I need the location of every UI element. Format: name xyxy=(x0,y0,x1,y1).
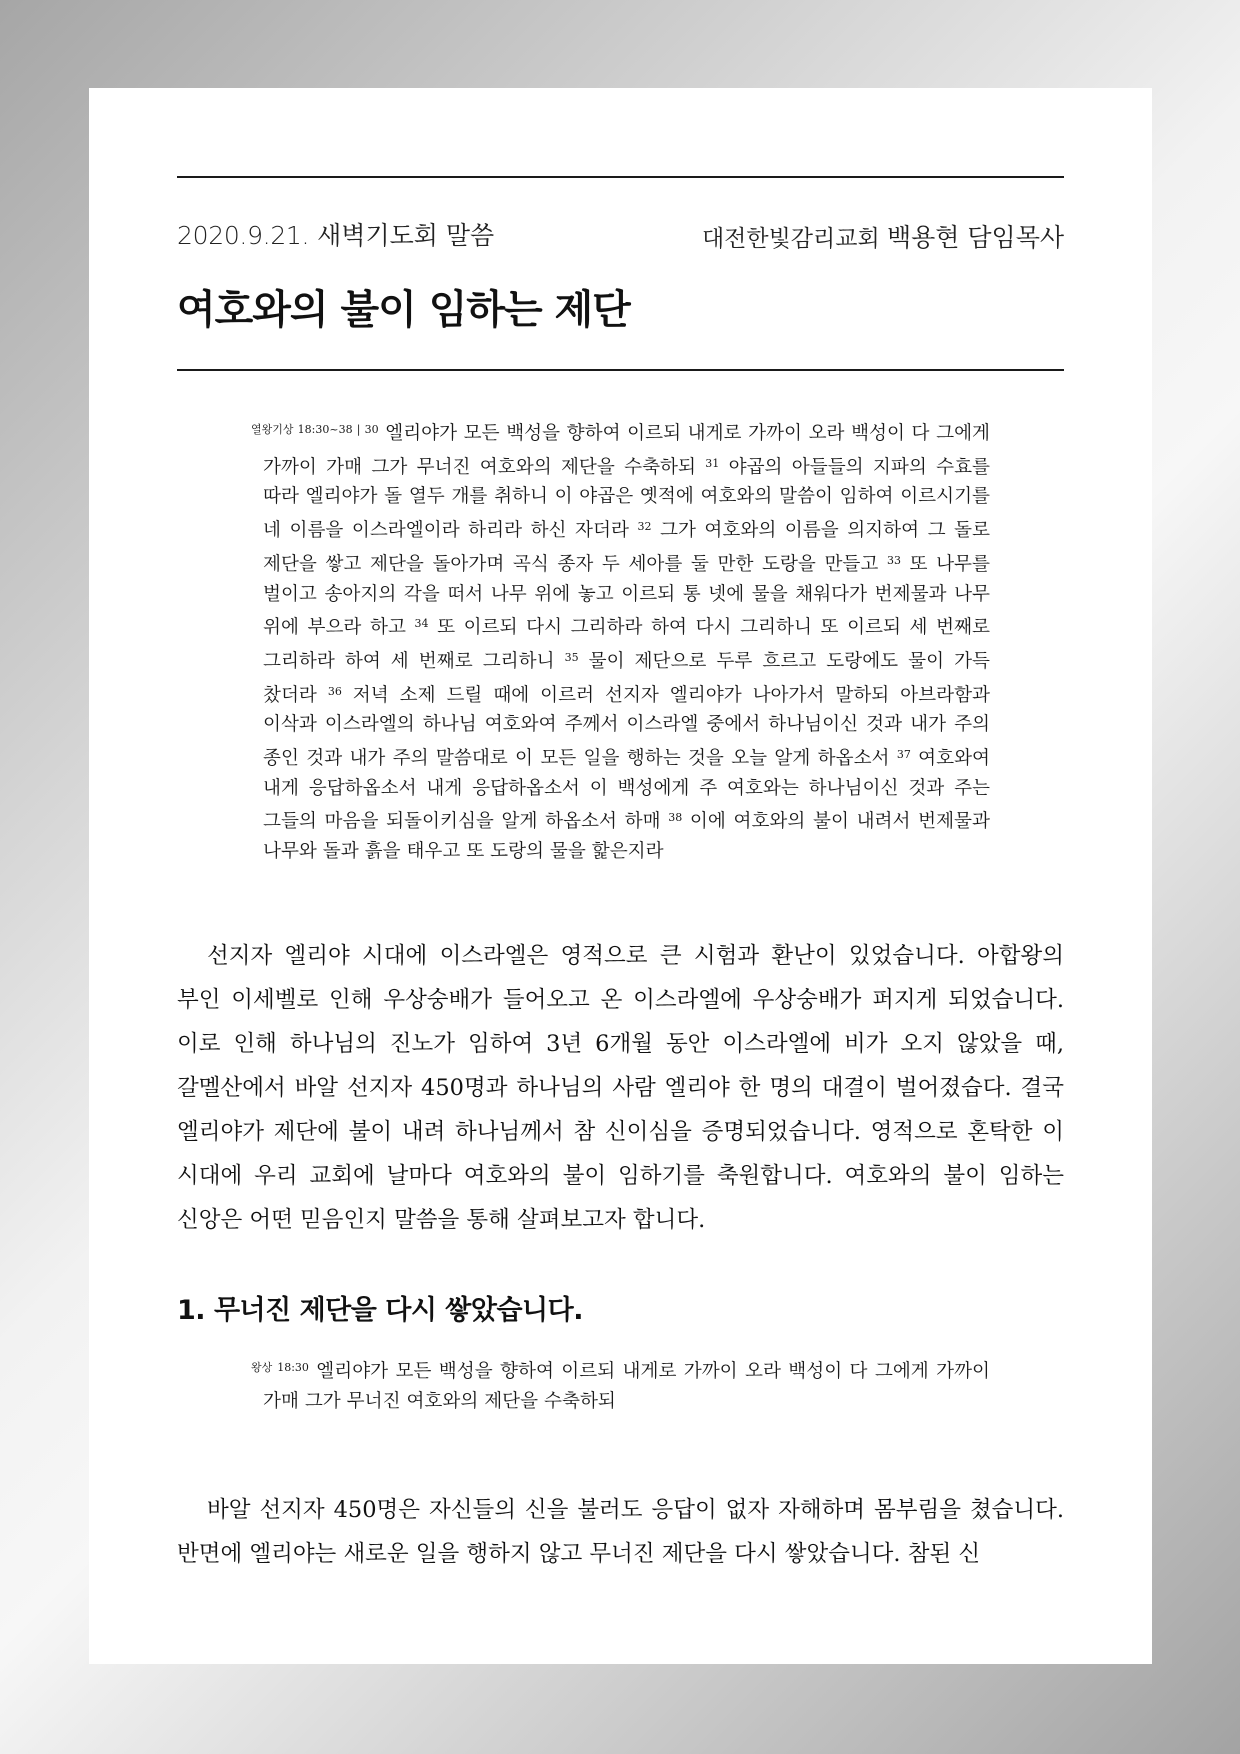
verse-text: 야곱의 아들들의 지파의 수효를 따라 엘리야가 돌 열두 개를 취하니 이 야곱은 옛적에 여호와의 말씀이 임하여 이르시기를 네 이름을 이스라엘이라 하리라 하신 자더라 xyxy=(263,456,991,542)
verse-number: 38 xyxy=(668,811,683,825)
verse-text: 저녁 소제 드릴 때에 이르러 선지자 엘리야가 나아가서 말하되 아브라함과 이삭과 이스라엘의 하나님 여호와여 주께서 이스라엘 중에서 하나님이신 것과 내가 주의 종인 것과 내가 주의 말씀대로 이 모든 일을 행하는 것을 오늘 알게 하옵소서 xyxy=(263,684,990,770)
title-divider xyxy=(177,369,1064,371)
main-scripture-passage xyxy=(251,415,990,867)
verse-number: 32 xyxy=(637,520,652,534)
service-name: 새벽기도회 말씀 xyxy=(317,221,495,250)
verse-text: 물이 제단으로 두루 흐르고 도랑에도 물이 가득 찼더라 xyxy=(263,650,990,706)
verse-number: 31 xyxy=(705,456,720,470)
section-1-heading: 1. 무너진 제단을 다시 쌓았습니다. xyxy=(177,1295,583,1326)
verse-text: 이에 여호와의 불이 내려서 번제물과 나무와 돌과 흙을 태우고 또 도랑의 물을 핥은지라 xyxy=(263,811,990,863)
verse-number: 33 xyxy=(886,553,901,567)
sermon-date: 2020.9.21. xyxy=(177,221,310,250)
verse-number: 35 xyxy=(564,650,579,664)
pastor-name: 백용현 담임목사 xyxy=(887,223,1064,252)
verse-text: 엘리야가 모든 백성을 향하여 이르되 내게로 가까이 오라 백성이 다 그에게 가까이 가매 그가 무너진 여호와의 제단을 수축하되 xyxy=(263,1361,990,1412)
verse-number: 34 xyxy=(414,617,429,631)
church-name: 대전한빛감리교회 xyxy=(701,226,880,252)
intro-paragraph: 선지자 엘리야 시대에 이스라엘은 영적으로 큰 시험과 환난이 있었습니다. 아합왕의 부인 이세벨로 인해 우상숭배가 들어오고 온 이스라엘에 우상숭배가 퍼지게 되었습니다. 이로 인해 하나님의 진노가 임하여 3년 6개월 동안 이스라엘에 비가 오지 않았을 때, 갈멜산에서 바알 선지자 450명과 하나님의 사람 엘리야 한 명의 대결이 벌어졌습다. 결국 엘리야가 제단에 불이 내려 하나님께서 참 신이심을 증명되었습니다. 영적으로 혼탁한 이 시대에 우리 교회에 날마다 여호와의 불이 임하기를 축원합니다. 여호와의 불이 임하는 신앙은 어떤 믿음인지 말씀을 통해 살펴보고자 합니다. xyxy=(177,943,1064,1233)
scripture-reference: 열왕기상 18:30~38 | 30 xyxy=(251,423,379,436)
sermon-date-line xyxy=(177,216,494,252)
verse-text: 엘리야가 모든 백성을 향하여 이르되 내게로 가까이 오라 백성이 다 그에게 가까이 가매 그가 무너진 여호와의 제단을 수축하되 xyxy=(263,423,990,478)
verse-text: 그가 여호와의 이름을 의지하여 그 돌로 제단을 쌓고 제단을 돌아가며 곡식 종자 두 세아를 둘 만한 도랑을 만들고 xyxy=(263,520,990,575)
preacher-line xyxy=(702,218,1064,254)
document-page xyxy=(89,88,1152,1664)
scripture-reference: 왕상 18:30 xyxy=(251,1361,309,1374)
verse-number: 37 xyxy=(896,748,911,762)
verse-text: 여호와여 내게 응답하옵소서 내게 응답하옵소서 이 백성에게 주 여호와는 하나님이신 것과 주는 그들의 마음을 되돌이키심을 알게 하옵소서 하매 xyxy=(263,748,990,833)
verse-text: 또 이르되 다시 그리하라 하여 다시 그리하니 또 이르되 세 번째로 그리하라 하여 세 번째로 그리하니 xyxy=(263,617,990,672)
verse-number: 36 xyxy=(327,684,342,698)
section-1-paragraph: 바알 선지자 450명은 자신들의 신을 불러도 응답이 없자 자해하며 몸부림을 쳤습니다. 반면에 엘리야는 새로운 일을 행하지 않고 무너진 제단을 다시 쌓았습니다. 참된 신 xyxy=(177,1497,1064,1567)
sermon-title: 여호와의 불이 임하는 제단 xyxy=(177,287,630,333)
top-divider xyxy=(177,176,1064,178)
section-1-scripture xyxy=(251,1353,990,1416)
verse-text: 또 나무를 벌이고 송아지의 각을 떠서 나무 위에 놓고 이르되 통 넷에 물을 채워다가 번제물과 나무 위에 부으라 하고 xyxy=(263,553,990,639)
